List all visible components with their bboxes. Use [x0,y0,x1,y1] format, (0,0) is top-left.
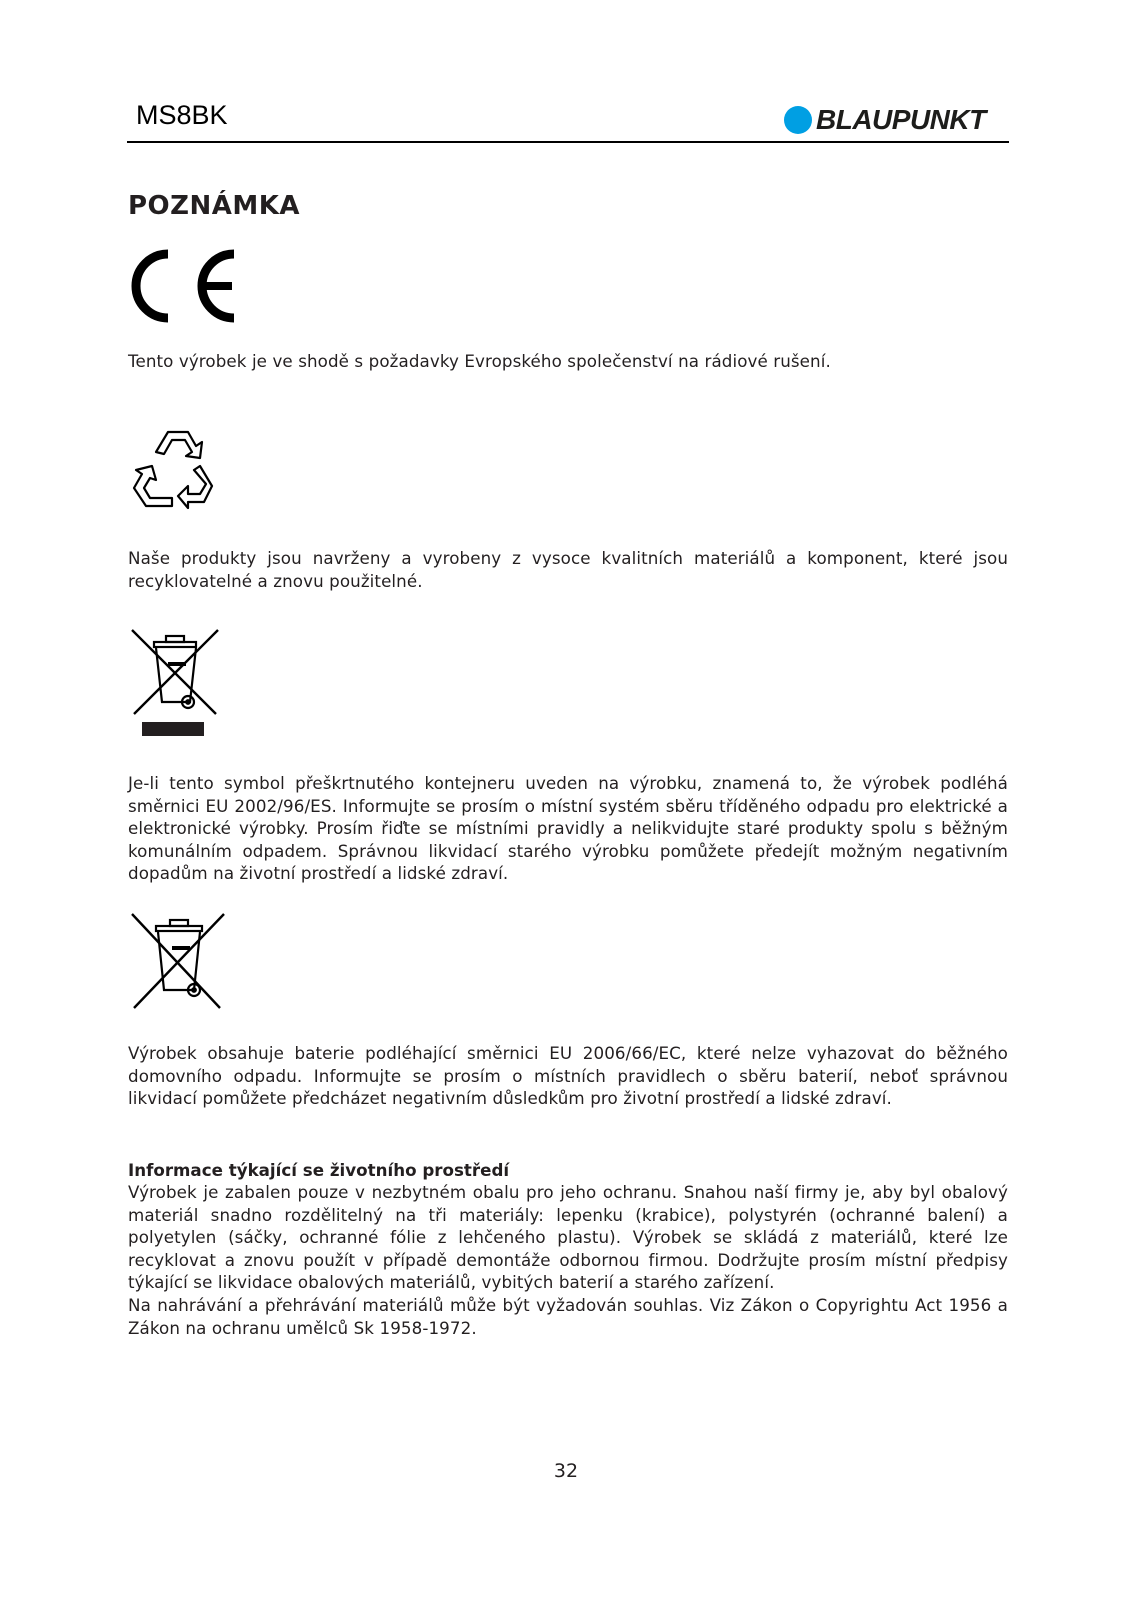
crossed-out-bin-with-bar-icon [130,628,220,738]
copyright-text: Na nahrávání a přehrávání materiálů může být vyžadován souhlas. Viz Zákon o Copyrightu Act 1956 a Zákon na ochranu umělců Sk 1958-1972. [128,1295,1008,1338]
header-divider [127,141,1009,143]
page-number: 32 [553,1460,579,1482]
brand-name: BLAUPUNKT [816,104,986,135]
model-name: MS8BK [136,100,228,130]
environment-text: Výrobek je zabalen pouze v nezbytném obalu pro jeho ochranu. Snahou naší firmy je, aby byl obalový materiál snadno rozdělitelný na tři materiály: lepenku (krabice), polystyrén (ochranné balení) a polyetylen (sáčky, ochranné fólie z lehčeného plastu). Výrobek se skládá z materiálů, které lze recyklovat a znovu použít v případě demontáže odbornou firmou. Dodržujte prosím místní předpisy týkající se likvidace obalových materiálů, vybitých baterií a starého zařízení. [128,1182,1008,1293]
page-title: POZNÁMKA [128,191,301,221]
environment-heading: Informace týkající se životního prostředí [128,1160,510,1180]
brand-logo [784,104,986,136]
battery-text: Výrobek obsahuje baterie podléhající směrnici EU 2006/66/EC, které nelze vyhazovat do běžného domovního odpadu. Informujte se prosím o místních pravidlech o sběru baterií, neboť správnou likvidací pomůžete předcházet negativním důsledkům pro životní prostředí a lidské zdraví. [128,1043,1008,1109]
weee-text: Je-li tento symbol přeškrtnutého kontejneru uveden na výrobku, znamená to, že výrobek podléhá směrnici EU 2002/96/ES. Informujte se prosím o místní systém sběru tříděného odpadu pro elektrické a elektronické výrobky. Prosím řiďte se místními pravidly a nelikvidujte staré produkty spolu s běžným komunálním odpadem. Správnou likvidací starého výrobku pomůžete předejít možným negativním dopadům na životní prostředí a lidské zdraví. [128,773,1008,884]
recycle-icon [130,428,218,512]
crossed-out-bin-icon [130,912,228,1012]
recycle-text: Naše produkty jsou navrženy a vyrobeny z vysoce kvalitních materiálů a komponent, které jsou recyklovatelné a znovu použitelné. [128,548,1008,591]
ce-mark-icon [128,246,244,326]
brand-dot-icon [784,106,812,134]
ce-text: Tento výrobek je ve shodě s požadavky Evropského společenství na rádiové rušení. [128,351,831,371]
